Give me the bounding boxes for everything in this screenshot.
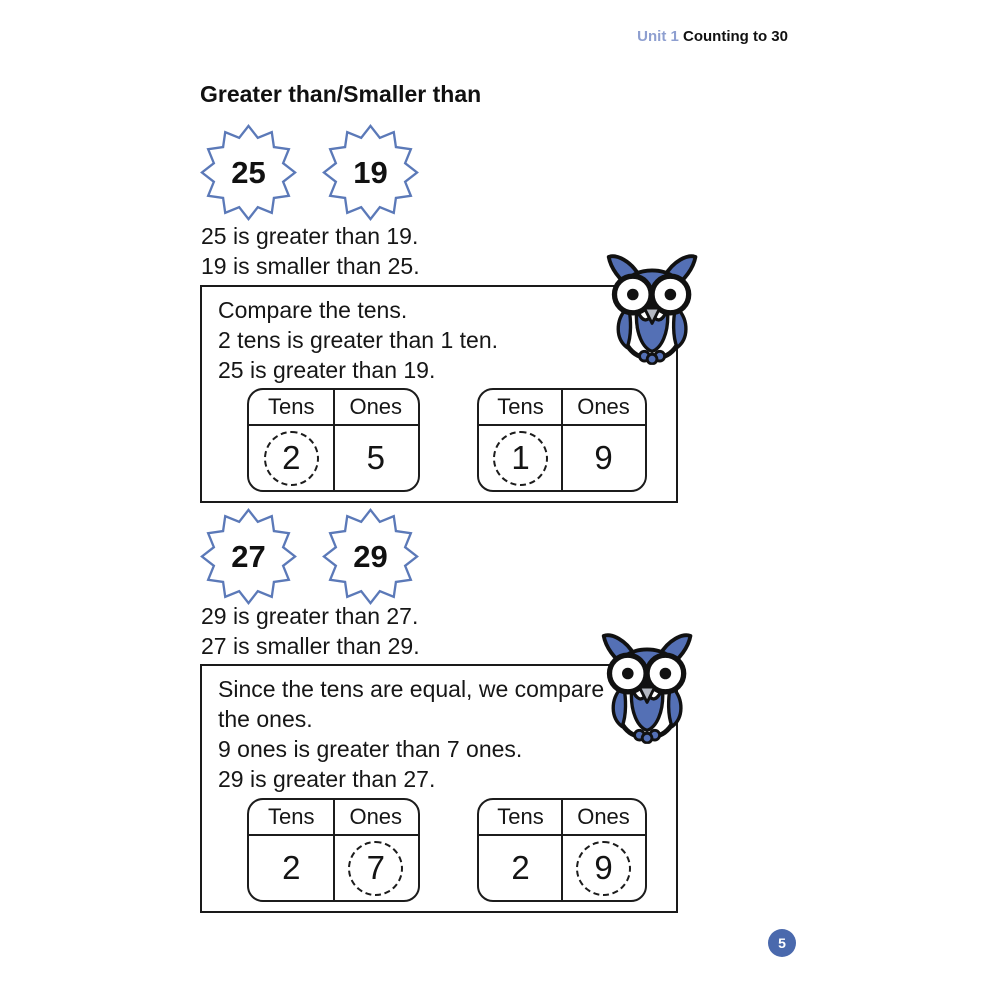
starburst-number-25 — [200, 124, 297, 221]
owl-mascot-icon — [601, 251, 707, 365]
table-cell-ones — [334, 836, 419, 900]
table-cell-ones — [562, 836, 645, 900]
starburst-value: 25 — [231, 154, 266, 190]
table-cell-ones — [562, 426, 645, 490]
table-header-ones: Ones — [349, 804, 403, 829]
table-header-ones: Ones — [577, 394, 630, 419]
starburst-value: 29 — [353, 538, 388, 574]
explanation-text — [218, 295, 498, 385]
starburst-value: 27 — [231, 538, 266, 574]
table-header-tens: Tens — [497, 394, 544, 419]
page-number-badge: 5 — [768, 929, 796, 957]
table-cell-ones — [334, 426, 419, 490]
table-divider — [333, 390, 335, 490]
table-cell-tens — [479, 836, 562, 900]
table-divider — [561, 390, 563, 490]
table-value: 2 — [282, 849, 301, 886]
table-header-tens: Tens — [268, 394, 315, 419]
table-value: 9 — [576, 841, 631, 896]
table-cell-tens — [249, 426, 334, 490]
statement-line: 25 is greater than 19. — [201, 223, 419, 249]
statement-line: 27 is smaller than 29. — [201, 633, 420, 659]
table-divider — [333, 800, 335, 900]
statement-line: 29 is greater than 27. — [201, 603, 419, 629]
table-cell-tens — [249, 836, 334, 900]
place-value-table — [247, 798, 420, 902]
table-header-ones: Ones — [577, 804, 630, 829]
starburst-number-19 — [322, 124, 419, 221]
starburst-number-27 — [200, 508, 297, 605]
unit-label: Unit 1 — [637, 28, 679, 45]
table-value: 1 — [493, 431, 548, 486]
comparison-statements — [201, 221, 420, 281]
table-value: 5 — [366, 439, 385, 476]
explanation-line: the ones. — [218, 706, 313, 732]
place-value-table — [477, 798, 647, 902]
starburst-value: 19 — [353, 154, 388, 190]
unit-title: Counting to 30 — [683, 28, 788, 45]
table-value: 9 — [594, 439, 613, 476]
explanation-line: 2 tens is greater than 1 ten. — [218, 327, 499, 353]
lesson-title: Greater than/Smaller than — [200, 81, 482, 107]
table-cell-tens — [479, 426, 562, 490]
explanation-text — [218, 674, 604, 794]
place-value-table — [477, 388, 647, 492]
explanation-line: Compare the tens. — [218, 297, 408, 323]
explanation-line: 29 is greater than 27. — [218, 766, 436, 792]
explanation-line: 9 ones is greater than 7 ones. — [218, 736, 523, 762]
table-header-tens: Tens — [268, 804, 315, 829]
place-value-table — [247, 388, 420, 492]
starburst-number-29 — [322, 508, 419, 605]
table-divider — [561, 800, 563, 900]
table-header-ones: Ones — [349, 394, 403, 419]
table-value: 7 — [348, 841, 403, 896]
explanation-line: 25 is greater than 19. — [218, 357, 436, 383]
statement-line: 19 is smaller than 25. — [201, 253, 420, 279]
comparison-statements — [201, 601, 420, 661]
unit-header — [637, 28, 788, 45]
table-value: 2 — [264, 431, 319, 486]
explanation-line: Since the tens are equal, we compare — [218, 676, 605, 702]
table-header-tens: Tens — [497, 804, 544, 829]
owl-mascot-icon — [596, 630, 702, 744]
table-value: 2 — [511, 849, 530, 886]
